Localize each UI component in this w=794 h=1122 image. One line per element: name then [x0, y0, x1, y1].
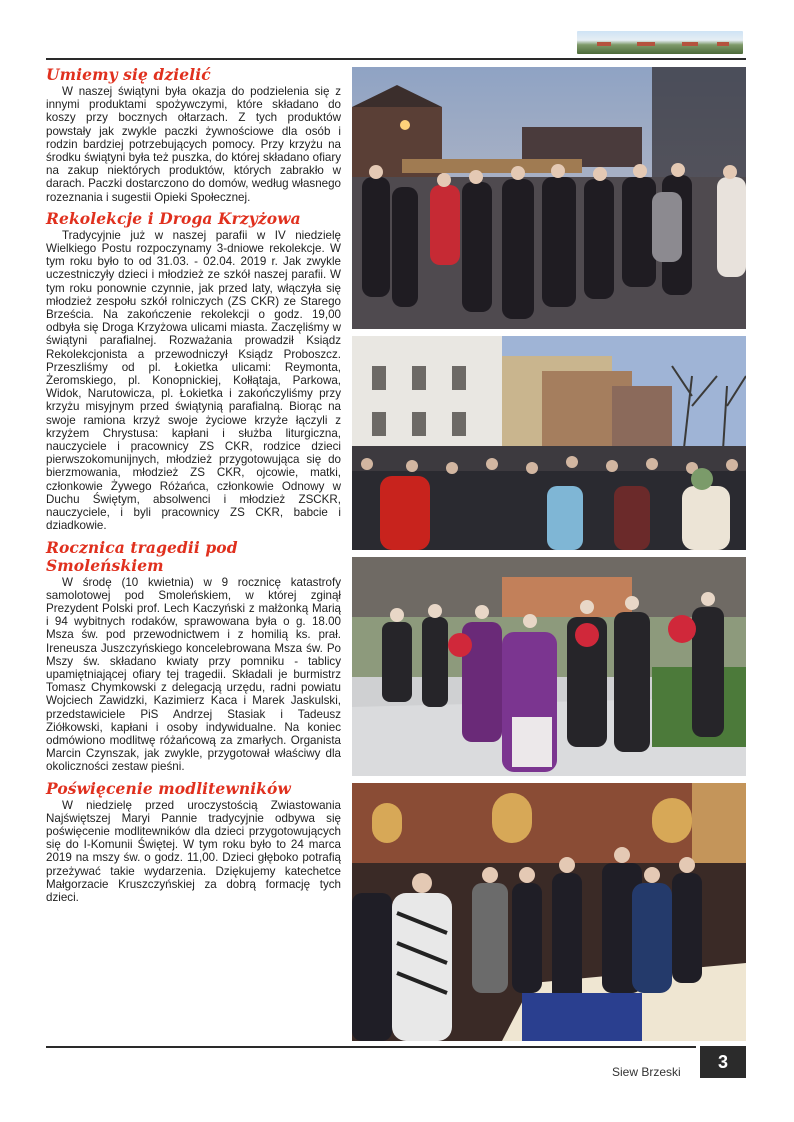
section-smolensk: [46, 539, 341, 774]
top-rule: [46, 58, 746, 60]
bottom-rule: [46, 1046, 696, 1048]
section-prayerbooks: [46, 780, 341, 905]
section-body: W niedzielę przed uroczystością Zwiastowania Najświętszej Maryi Pannie tradycyjnie odbywa się poświęcenie modlitewników dla dzieci przygotowujących się do I-Komunii Świętej. W tym roku było to 24 marca 2019 na mszy św. o godz. 11,00. Dzieci głęboko potrafią przeżywać takie wydarzenia. Dziękujemy katechetce Małgorzacie Kruszczyńskiej za dobrą formację tych dzieci.: [46, 798, 341, 904]
photo-procession-cross: [352, 67, 746, 329]
section-retreat: [46, 210, 341, 533]
section-heading: Rocznica tragedii pod Smoleńskiem: [46, 537, 238, 575]
header-thumbnail-photo: [577, 31, 743, 54]
section-body: W naszej świątyni była okazja do podzielenia się z innymi produktami spożywczymi, które składano do koszy przy bocznych ołtarzach. Z tych produktów powstały jak zwykle paczki żywnościowe dla osób i rodzin bardziej potrzebujących pomocy. Przy krzyżu na środku świątyni była też puszka, do której składano ofiary na zakup niektórych produktów, których zabrakło w darach. Paczki dostarczono do domów, według własnego rozeznania i sugestii Opieki Społecznej.: [46, 85, 341, 204]
photo-memorial-flowers: [352, 557, 746, 776]
section-sharing: [46, 66, 341, 204]
photo-street-crowd: [352, 336, 746, 550]
section-body: W środę (10 kwietnia) w 9 rocznicę katastrofy samolotowej pod Smoleńskiem, w której zginął Prezydent Polski prof. Lech Kaczyński z małżonką Marią i 94 wybitnych rodaków, sprawowana była o g. 18.00 Msza św. pod przewodnictwem i z homilią ks. prał. Ireneusza Juszczyńskiego koncelebrowana Msza św. Po Mszy św. składano kwiaty przy pomniku - tablicy upamiętniającej ofiary tej tragedii. Składali je burmistrz Tomasz Chymkowski z delegacją urzędu, radni powiatu Wojciech Zawidzki, Kazimierz Kaca i Marek Jaskulski, przedstawiciele PiS Andrzej Stasiak i Tadeusz Ziółkowski, kapłani i osoby indywidualne. Na koniec odmówiono modlitwę różańcową za zmarłych. Organista Marcin Czynszak, jak zwykle, przygotował właściwy dla okoliczności zestaw pieśni.: [46, 575, 341, 774]
text-column: [46, 66, 341, 910]
photo-church-children: [352, 783, 746, 1041]
section-heading: Rekolekcje i Droga Krzyżowa: [46, 208, 301, 228]
section-heading: Poświęcenie modlitewników: [46, 778, 291, 798]
publication-name: Siew Brzeski: [612, 1065, 681, 1079]
section-body: Tradycyjnie już w naszej parafii w IV niedzielę Wielkiego Postu rozpoczynamy 3-dniowe rekolekcje. W tym roku było to od 31.03. - 02.04. 2019 r. Jak zwykle uczestniczyły dzieci i młodzież ze szkół naszej parafii. W tym roku ponownie czynnie, jak przed laty, włączyła się młodzież zespołu szkół rolniczych (ZS CKR) ze Starego Brześcia. Na zakończenie rekolekcji o godz. 19,00 odbyła się Droga Krzyżowa ulicami miasta. Zaczęliśmy w świątyni parafialnej. Rozważania prowadził Ksiądz Rekolekcjonista a przewodniczył Ksiądz Proboszcz. Przeszliśmy od pl. Łokietka ulicami: Reymonta, Żeromskiego, pl. Konopnickiej, Kołłątaja, Parkowa, Widok, Narutowicza, pl. Łokietka i zakończyliśmy przy krzyżu misyjnym przed świątynią parafialną. Biorąc na swoje ramiona krzyż swoje życiowe krzyże łączyli z krzyżem Chrystusa: kapłani i służba liturgiczna, nauczyciele i pracownicy ZS CKR, rodzice dzieci pierwszokomunijnych, młodzież przygotowująca się do bierzmowania, młodzież ZS CKR, ojcowie, matki, członkowie Żywego Różańca, członkowie Odnowy w Duchu Świętym, absolwenci i młodzież ZSCKR, nauczyciele, i byli pracownicy ZS CKR, babcie i dziadkowie.: [46, 228, 341, 533]
page-number: 3: [700, 1046, 746, 1078]
section-heading: Umiemy się dzielić: [46, 65, 211, 84]
